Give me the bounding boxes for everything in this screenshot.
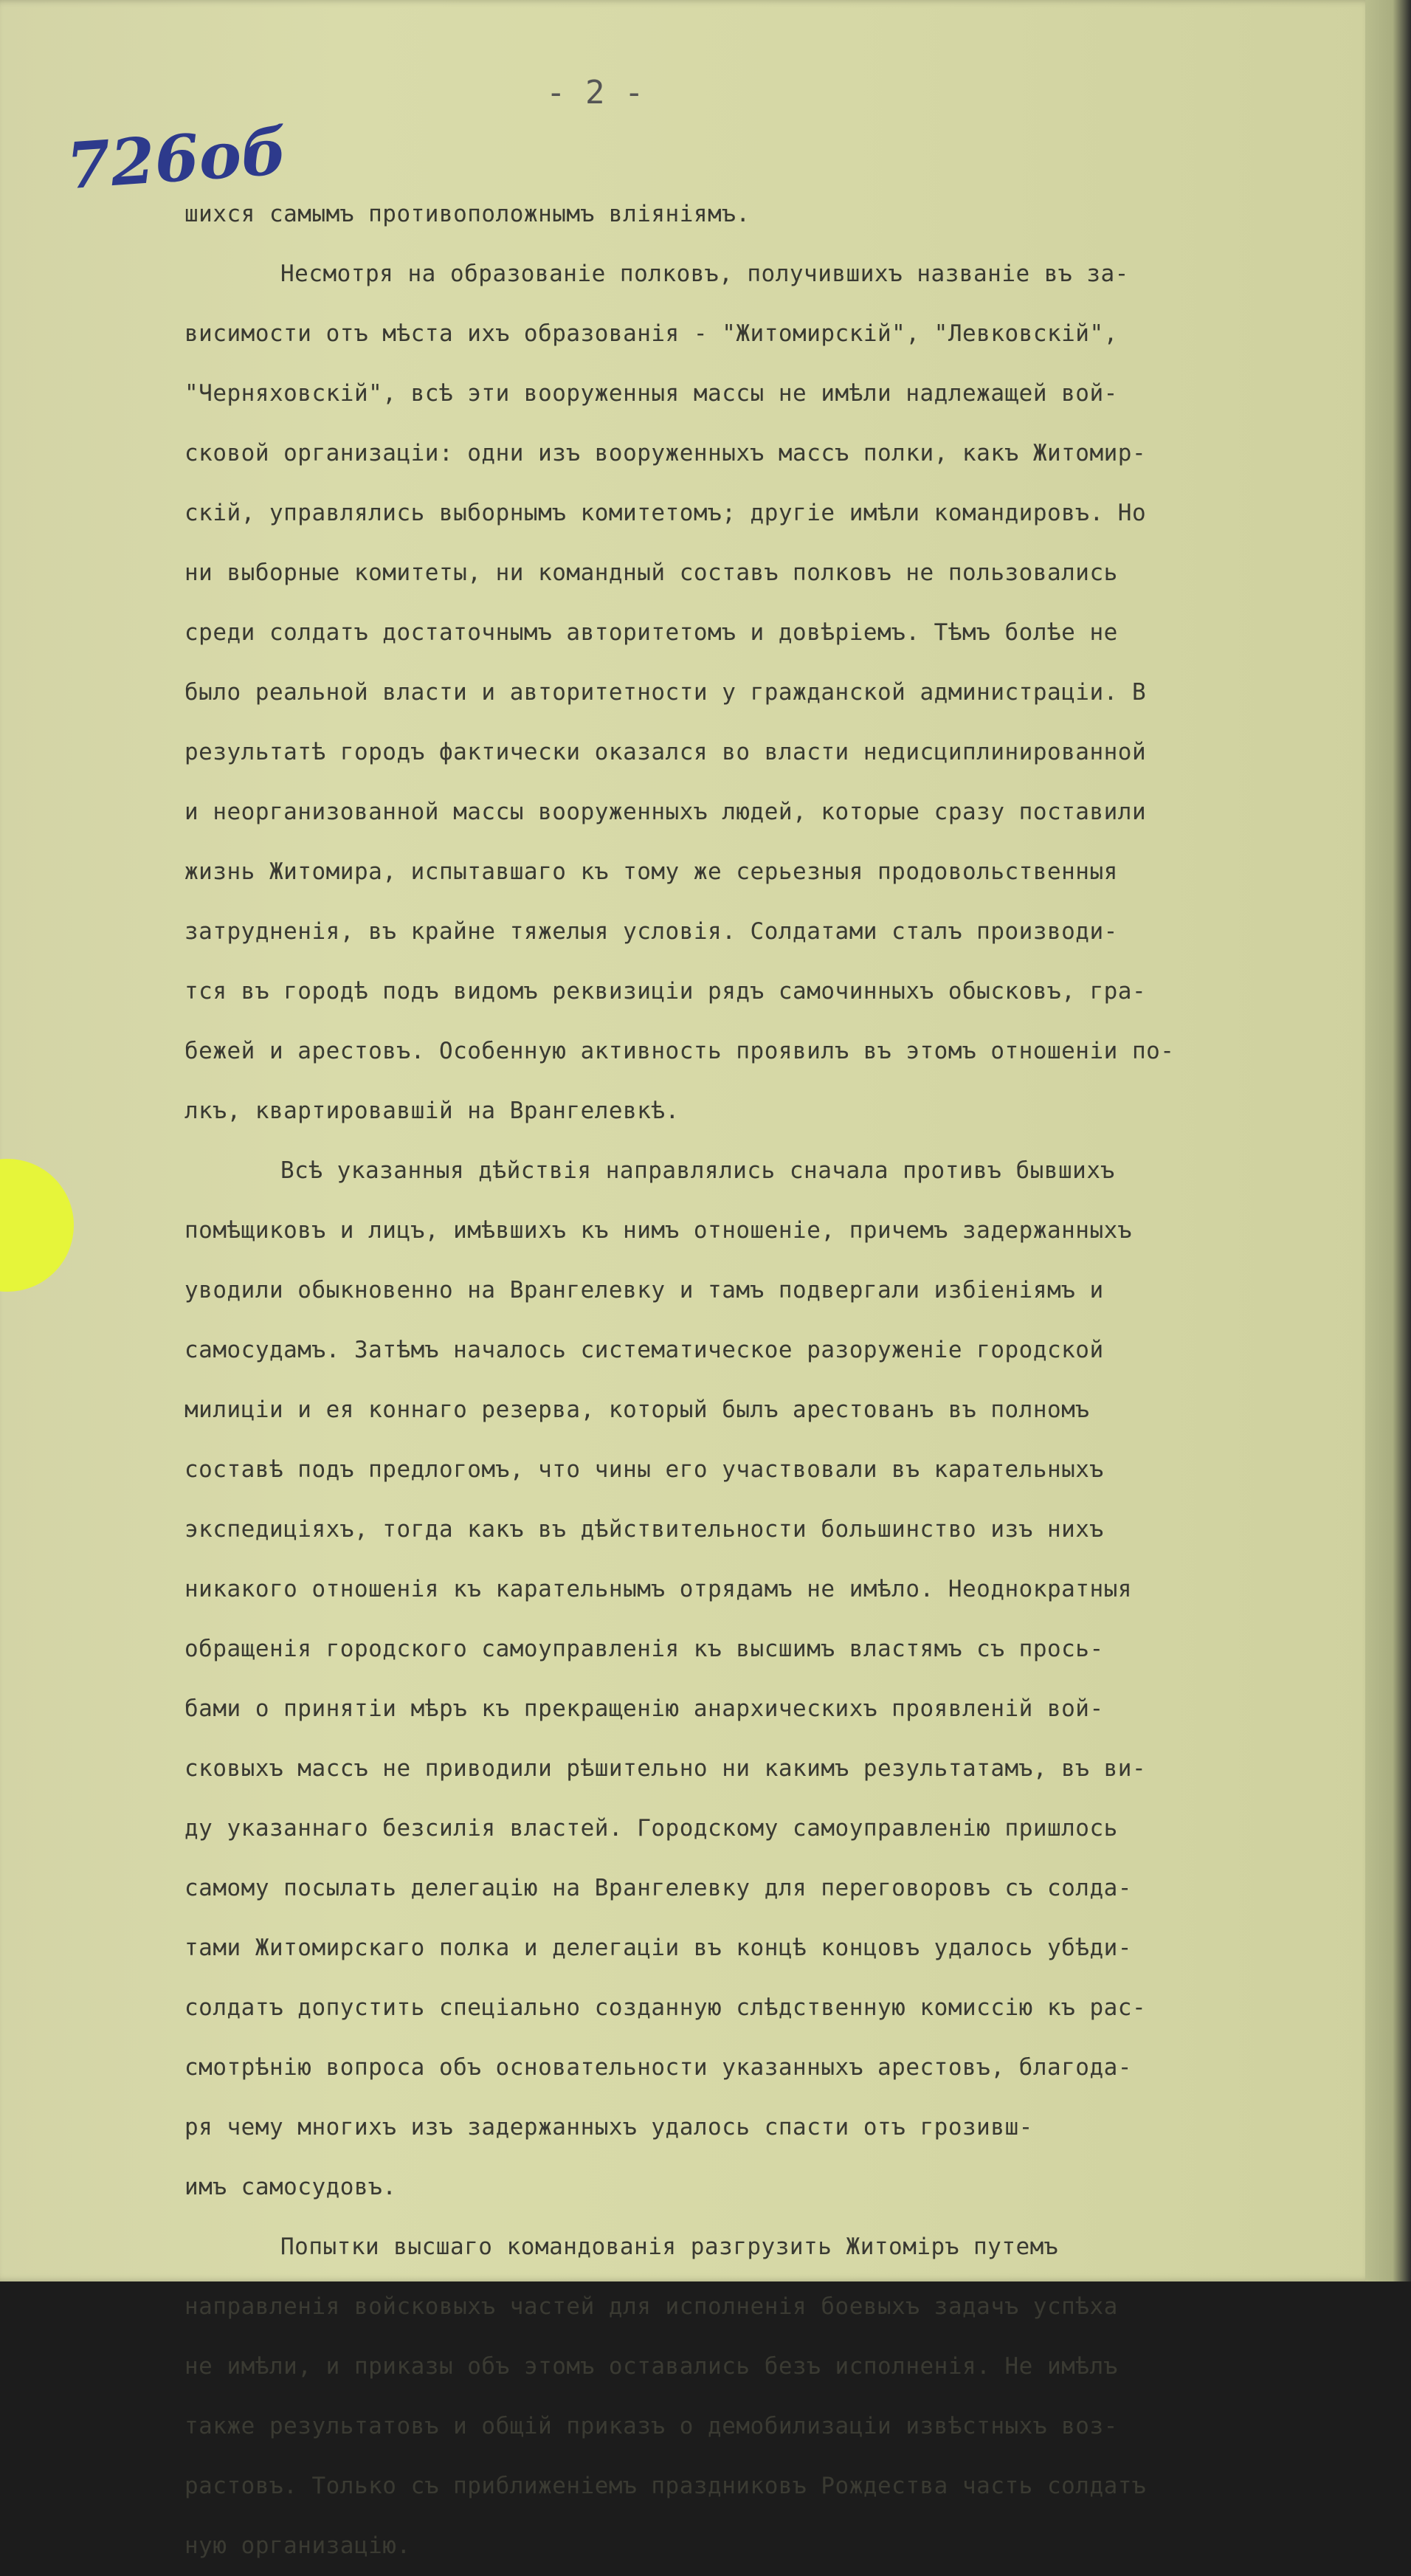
text-line: уводили обыкновенно на Врангелевку и тамъ подвергали избіеніямъ и [184, 1277, 1104, 1304]
text-line: было реальной власти и авторитетности у гражданской администраціи. В [184, 679, 1147, 706]
text-line: Несмотря на образованіе полковъ, получившихъ названіе въ за- [280, 261, 1129, 287]
text-line: висимости отъ мѣста ихъ образованія - "Житомирскій", "Левковскій", [184, 320, 1118, 347]
text-line: ду указаннаго безсилія властей. Городскому самоуправленію пришлось [184, 1815, 1118, 1842]
text-line: также результатовъ и общій приказъ о демобилизаціи извѣстныхъ воз- [184, 2413, 1118, 2439]
text-line: смотрѣнію вопроса объ основательности указанныхъ арестовъ, благода- [184, 2054, 1132, 2081]
text-line: тся въ городѣ подъ видомъ реквизиціи рядъ самочинныхъ обысковъ, гра- [184, 978, 1147, 1005]
text-line: сковой организаціи: одни изъ вооруженныхъ массъ полки, какъ Житомир- [184, 440, 1147, 466]
text-line: помѣщиковъ и лицъ, имѣвшихъ къ нимъ отношеніе, причемъ задержанныхъ [184, 1217, 1132, 1244]
text-line: среди солдатъ достаточнымъ авторитетомъ и довѣріемъ. Тѣмъ болѣе не [184, 619, 1118, 646]
text-line: обращенія городского самоуправленія къ высшимъ властямъ съ прось- [184, 1636, 1104, 1662]
text-line: затрудненія, въ крайне тяжелыя условія. Солдатами сталъ производи- [184, 918, 1118, 945]
text-line: Всѣ указанныя дѣйствія направлялись сначала противъ бывшихъ [280, 1157, 1115, 1184]
text-line: составѣ подъ предлогомъ, что чины его участвовали въ карательныхъ [184, 1456, 1104, 1483]
text-line: сковыхъ массъ не приводили рѣшительно ни какимъ результатамъ, въ ви- [184, 1755, 1147, 1782]
text-line: скій, управлялись выборнымъ комитетомъ; другіе имѣли командировъ. Но [184, 500, 1147, 526]
text-line: лкъ, квартировавшій на Врангелевкѣ. [184, 1098, 680, 1124]
text-line: милиціи и ея коннаго резерва, который былъ арестованъ въ полномъ [184, 1397, 1090, 1423]
document-body [184, 185, 1306, 2576]
text-line: бежей и арестовъ. Особенную активность проявилъ въ этомъ отношеніи по- [184, 1038, 1175, 1064]
text-line: растовъ. Только съ приближеніемъ праздниковъ Рождества часть солдатъ [184, 2473, 1147, 2499]
text-line: никакого отношенія къ карательнымъ отрядамъ не имѣло. Неоднократныя [184, 1576, 1132, 1602]
text-line: жизнь Житомира, испытавшаго къ тому же серьезныя продовольственныя [184, 858, 1118, 885]
text-line: не имѣли, и приказы объ этомъ оставались безъ исполненія. Не имѣлъ [184, 2353, 1118, 2380]
text-line: тами Житомирскаго полка и делегаціи въ концѣ концовъ удалось убѣди- [184, 1935, 1132, 1961]
paragraph [184, 185, 1306, 244]
underlying-page-edge [1365, 0, 1411, 2281]
text-line: направленія войсковыхъ частей для исполненія боевыхъ задачъ успѣха [184, 2293, 1118, 2320]
paragraph [184, 1141, 1306, 2217]
text-line: солдатъ допустить спеціально созданную слѣдственную комиссію къ рас- [184, 1994, 1147, 2021]
text-line: экспедиціяхъ, тогда какъ въ дѣйствительности большинство изъ нихъ [184, 1516, 1104, 1543]
text-line: шихся самымъ противоположнымъ вліяніямъ. [184, 201, 751, 227]
text-line: Попытки высшаго командованія разгрузить Житоміръ путемъ [280, 2234, 1058, 2260]
paragraph [184, 244, 1306, 1141]
text-line: ря чему многихъ изъ задержанныхъ удалось спасти отъ грозивш- [184, 2114, 1033, 2141]
text-line: ни выборные комитеты, ни командный составъ полковъ не пользовались [184, 559, 1118, 586]
text-line: самосудамъ. Затѣмъ началось систематическое разоруженіе городской [184, 1337, 1104, 1363]
text-line: бами о принятіи мѣръ къ прекращенію анархическихъ проявленій вой- [184, 1695, 1104, 1722]
text-line: результатѣ городъ фактически оказался во власти недисциплинированной [184, 739, 1147, 765]
text-line: ную организацію. [184, 2532, 411, 2559]
text-line: "Черняховскій", всѣ эти вооруженныя массы не имѣли надлежащей вой- [184, 380, 1118, 407]
text-line: самому посылать делегацію на Врангелевку для переговоровъ съ солда- [184, 1875, 1132, 1901]
archive-folio-mark: 726об [63, 114, 290, 204]
text-line: и неорганизованной массы вооруженныхъ людей, которые сразу поставили [184, 799, 1147, 825]
page-number: - 2 - [546, 74, 644, 111]
text-line: имъ самосудовъ. [184, 2174, 397, 2200]
paragraph [184, 2217, 1306, 2576]
